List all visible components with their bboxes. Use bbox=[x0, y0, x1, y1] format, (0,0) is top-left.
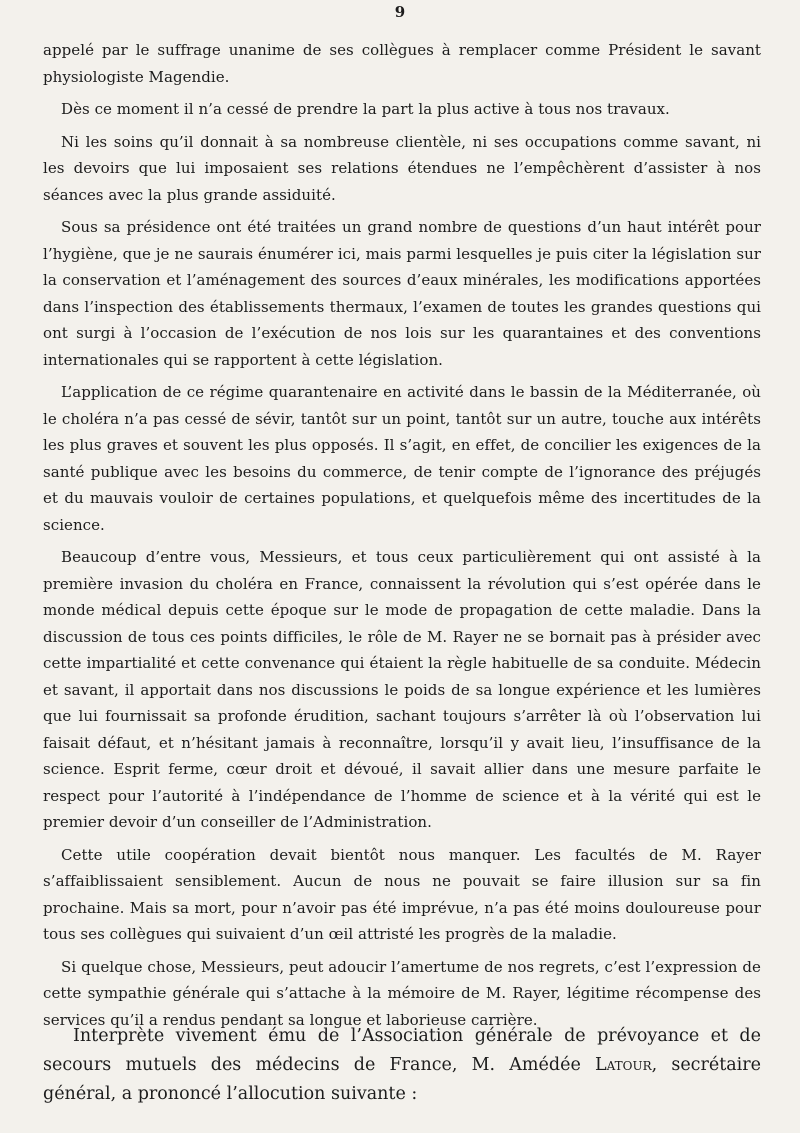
paragraph-2: Dès ce moment il n’a cessé de prendre la part la plus active à tous nos travaux. bbox=[61, 100, 670, 118]
paragraph-5: L’application de ce régime quarantenaire en activité dans le bassin de la Méditerranée, où le choléra n’a pas cessé de sévir, tantôt sur un point, tantôt sur un autre, touche aux intérêts les plus graves et souvent les plus opposés. Il s’agit, en effet, de concilier les exigences de la santé publique avec les besoins du commerce, de tenir compte de l’ignorance des préjugés et du mauvais vouloir de certaines populations, et quelquefois même des incertitudes de la science. bbox=[43, 383, 761, 534]
body-text bbox=[43, 37, 761, 1039]
paragraph-7: Cette utile coopération devait bientôt nous manquer. Les facultés de M. Rayer s’affaiblissaient sensiblement. Aucun de nous ne pouvait se faire illusion sur sa fin prochaine. Mais sa mort, pour n’avoir pas été imprévue, n’a pas été moins douloureuse pour tous ses collègues qui suivaient d’un œil attristé les progrès de la maladie. bbox=[43, 845, 761, 943]
closing-before-name: Interprète vivement ému de l’Association générale de prévoyance et de secours mutuels des médecins de France, M. Amédée bbox=[43, 1026, 761, 1075]
paragraph-4: Sous sa présidence ont été traitées un grand nombre de questions d’un haut intérêt pour l’hygiène, que je ne saurais énumérer ici, mais parmi lesquelles je puis citer la législation sur la conservation et l’aménagement des sources d’eaux minérales, les modifications apportées dans l’inspection des établissements thermaux, l’examen de toutes les grandes questions qui ont surgi à l’occasion de l’exécution de nos lois sur les quarantaines et des conventions internationales qui se rapportent à cette législation. bbox=[43, 218, 761, 369]
paragraph-8: Si quelque chose, Messieurs, peut adoucir l’amertume de nos regrets, c’est l’expression de cette sympathie générale qui s’attache à la mémoire de M. Rayer, légitime récompense des services qu’il a rendus pendant sa longue et laborieuse carrière. bbox=[43, 957, 761, 1029]
closing-text bbox=[43, 1022, 761, 1109]
closing-after-name: , secrétaire général, a prononcé l’allocution suivante : bbox=[43, 1055, 761, 1104]
page-number: 9 bbox=[394, 3, 406, 21]
paragraph-6: Beaucoup d’entre vous, Messieurs, et tous ceux particulièrement qui ont assisté à la première invasion du choléra en France, connaissent la révolution qui s’est opérée dans le monde médical depuis cette époque sur le mode de propagation de cette maladie. Dans la discussion de tous ces points difficiles, le rôle de M. Rayer ne se bornait pas à présider avec cette impartialité et cette convenance qui étaient la règle habituelle de sa conduite. Médecin et savant, il apportait dans nos discussions le poids de sa longue expérience et les lumières que lui fournissait sa profonde érudition, sachant toujours s’arrêter là où l’observation lui faisait défaut, et n’hésitant jamais à reconnaître, lorsqu’il y avait lieu, l’insuffisance de la science. Esprit ferme, cœur droit et dévoué, il savait allier dans une mesure parfaite le respect pour l’autorité à l’indépendance de l’homme de science et à la vérité qui est le premier devoir d’un conseiller de l’Administration. bbox=[43, 548, 761, 831]
closing-paragraph bbox=[43, 1022, 761, 1109]
paragraph-1: appelé par le suffrage unanime de ses collègues à remplacer comme Président le savant physiologiste Magendie. bbox=[43, 41, 761, 86]
paragraph-3: Ni les soins qu’il donnait à sa nombreuse clientèle, ni ses occupations comme savant, ni les devoirs que lui imposaient ses relations étendues ne l’empêchèrent d’assister à nos séances avec la plus grande assiduité. bbox=[43, 132, 761, 204]
secretary-name: Latour bbox=[594, 1055, 652, 1075]
